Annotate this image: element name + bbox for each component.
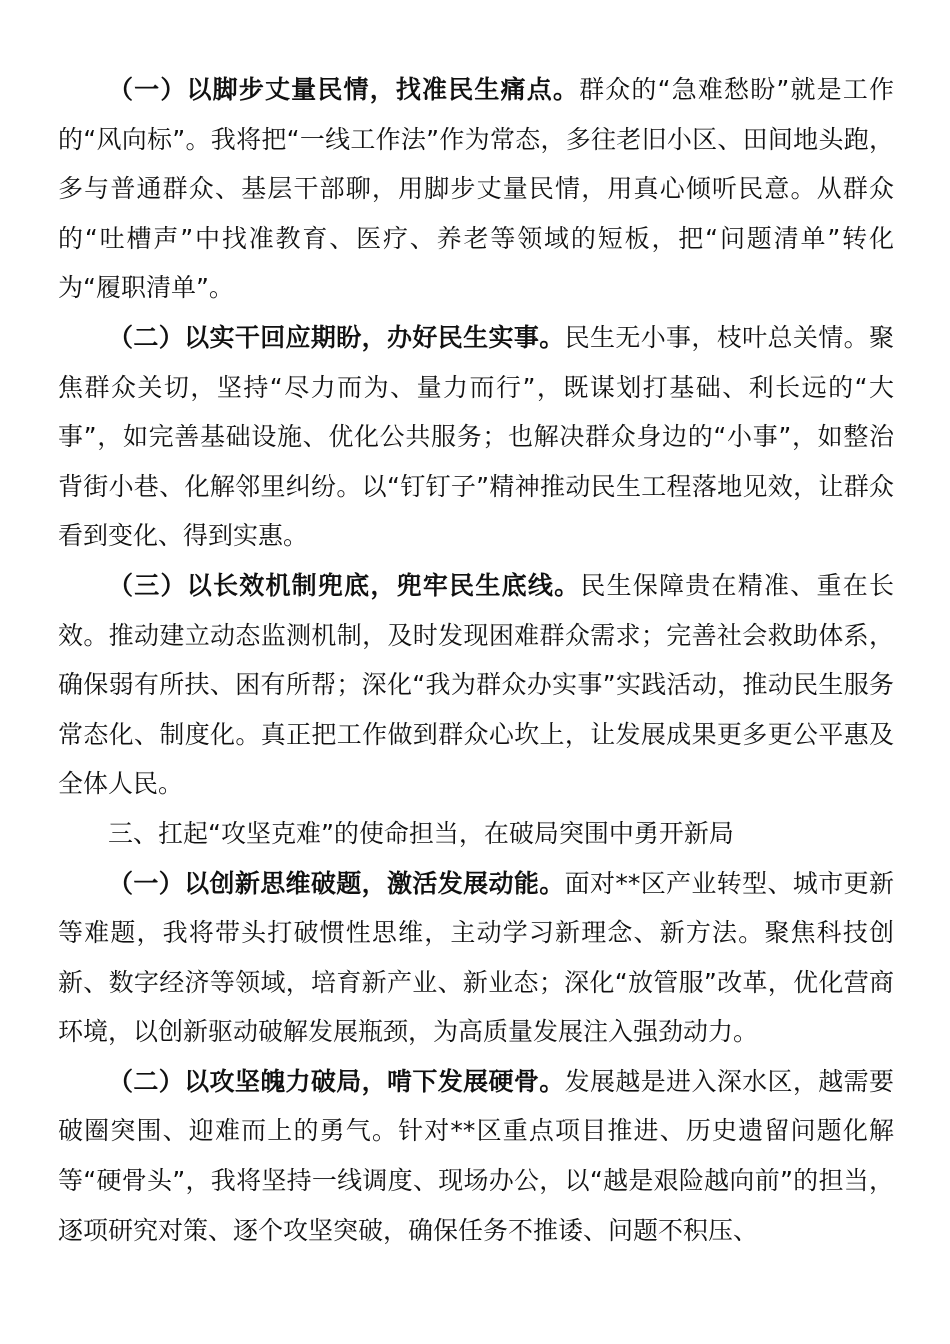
paragraph-body: 面对**区产业转型、城市更新等难题，我将带头打破惯性思维，主动学习新理念、新方法。聚焦科技创新、数字经济等领域，培育新产业、新业态；深化“放管服”改革，优化营商环境，以创新驱动破解发展瓶颈，为高质量发展注入强劲动力。: [58, 868, 894, 1047]
paragraph-body: 发展越是进入深水区，越需要破圈突围、迎难而上的勇气。针对**区重点项目推进、历史遗留问题化解等“硬骨头”，我将坚持一线调度、现场办公，以“越是艰险越向前”的担当，逐项研究对策、逐个攻坚突破，确保任务不推诿、问题不积压、: [58, 1066, 894, 1245]
paragraph-body: 民生无小事，枝叶总关情。聚焦群众关切，坚持“尽力而为、量力而行”，既谋划打基础、利长远的“大事”，如完善基础设施、优化公共服务；也解决群众身边的“小事”，如整治背街小巷、化解邻里纠纷。以“钉钉子”精神推动民生工程落地见效，让群众看到变化、得到实惠。: [58, 322, 894, 551]
document-page: [58, 65, 894, 1255]
section-heading: 三、扛起“攻坚克难”的使命担当，在破局突围中勇开新局: [108, 818, 734, 848]
paragraph-lead: （二）以攻坚魄力破局，啃下发展硬骨。: [108, 1066, 565, 1096]
paragraph-body: 民生保障贵在精准、重在长效。推动建立动态监测机制，及时发现困难群众需求；完善社会救助体系，确保弱有所扶、困有所帮；深化“我为群众办实事”实践活动，推动民生服务常态化、制度化。真正把工作做到群众心坎上，让发展成果更多更公平惠及全体人民。: [58, 570, 894, 799]
paragraph-3: [58, 561, 894, 809]
paragraph-4: [58, 859, 894, 1057]
paragraph-5: [58, 1057, 894, 1255]
paragraph-1: [58, 65, 894, 313]
paragraph-body: 群众的“急难愁盼”就是工作的“风向标”。我将把“一线工作法”作为常态，多往老旧小区、田间地头跑，多与普通群众、基层干部聊，用脚步丈量民情，用真心倾听民意。从群众的“吐槽声”中找准教育、医疗、养老等领域的短板，把“问题清单”转化为“履职清单”。: [58, 75, 894, 303]
paragraph-lead: （一）以脚步丈量民情，找准民生痛点。: [108, 75, 580, 104]
paragraph-lead: （二）以实干回应期盼，办好民生实事。: [108, 322, 565, 352]
paragraph-2: [58, 313, 894, 561]
paragraph-lead: （三）以长效机制兜底，兜牢民生底线。: [108, 570, 581, 600]
paragraph-lead: （一）以创新思维破题，激活发展动能。: [108, 868, 565, 898]
